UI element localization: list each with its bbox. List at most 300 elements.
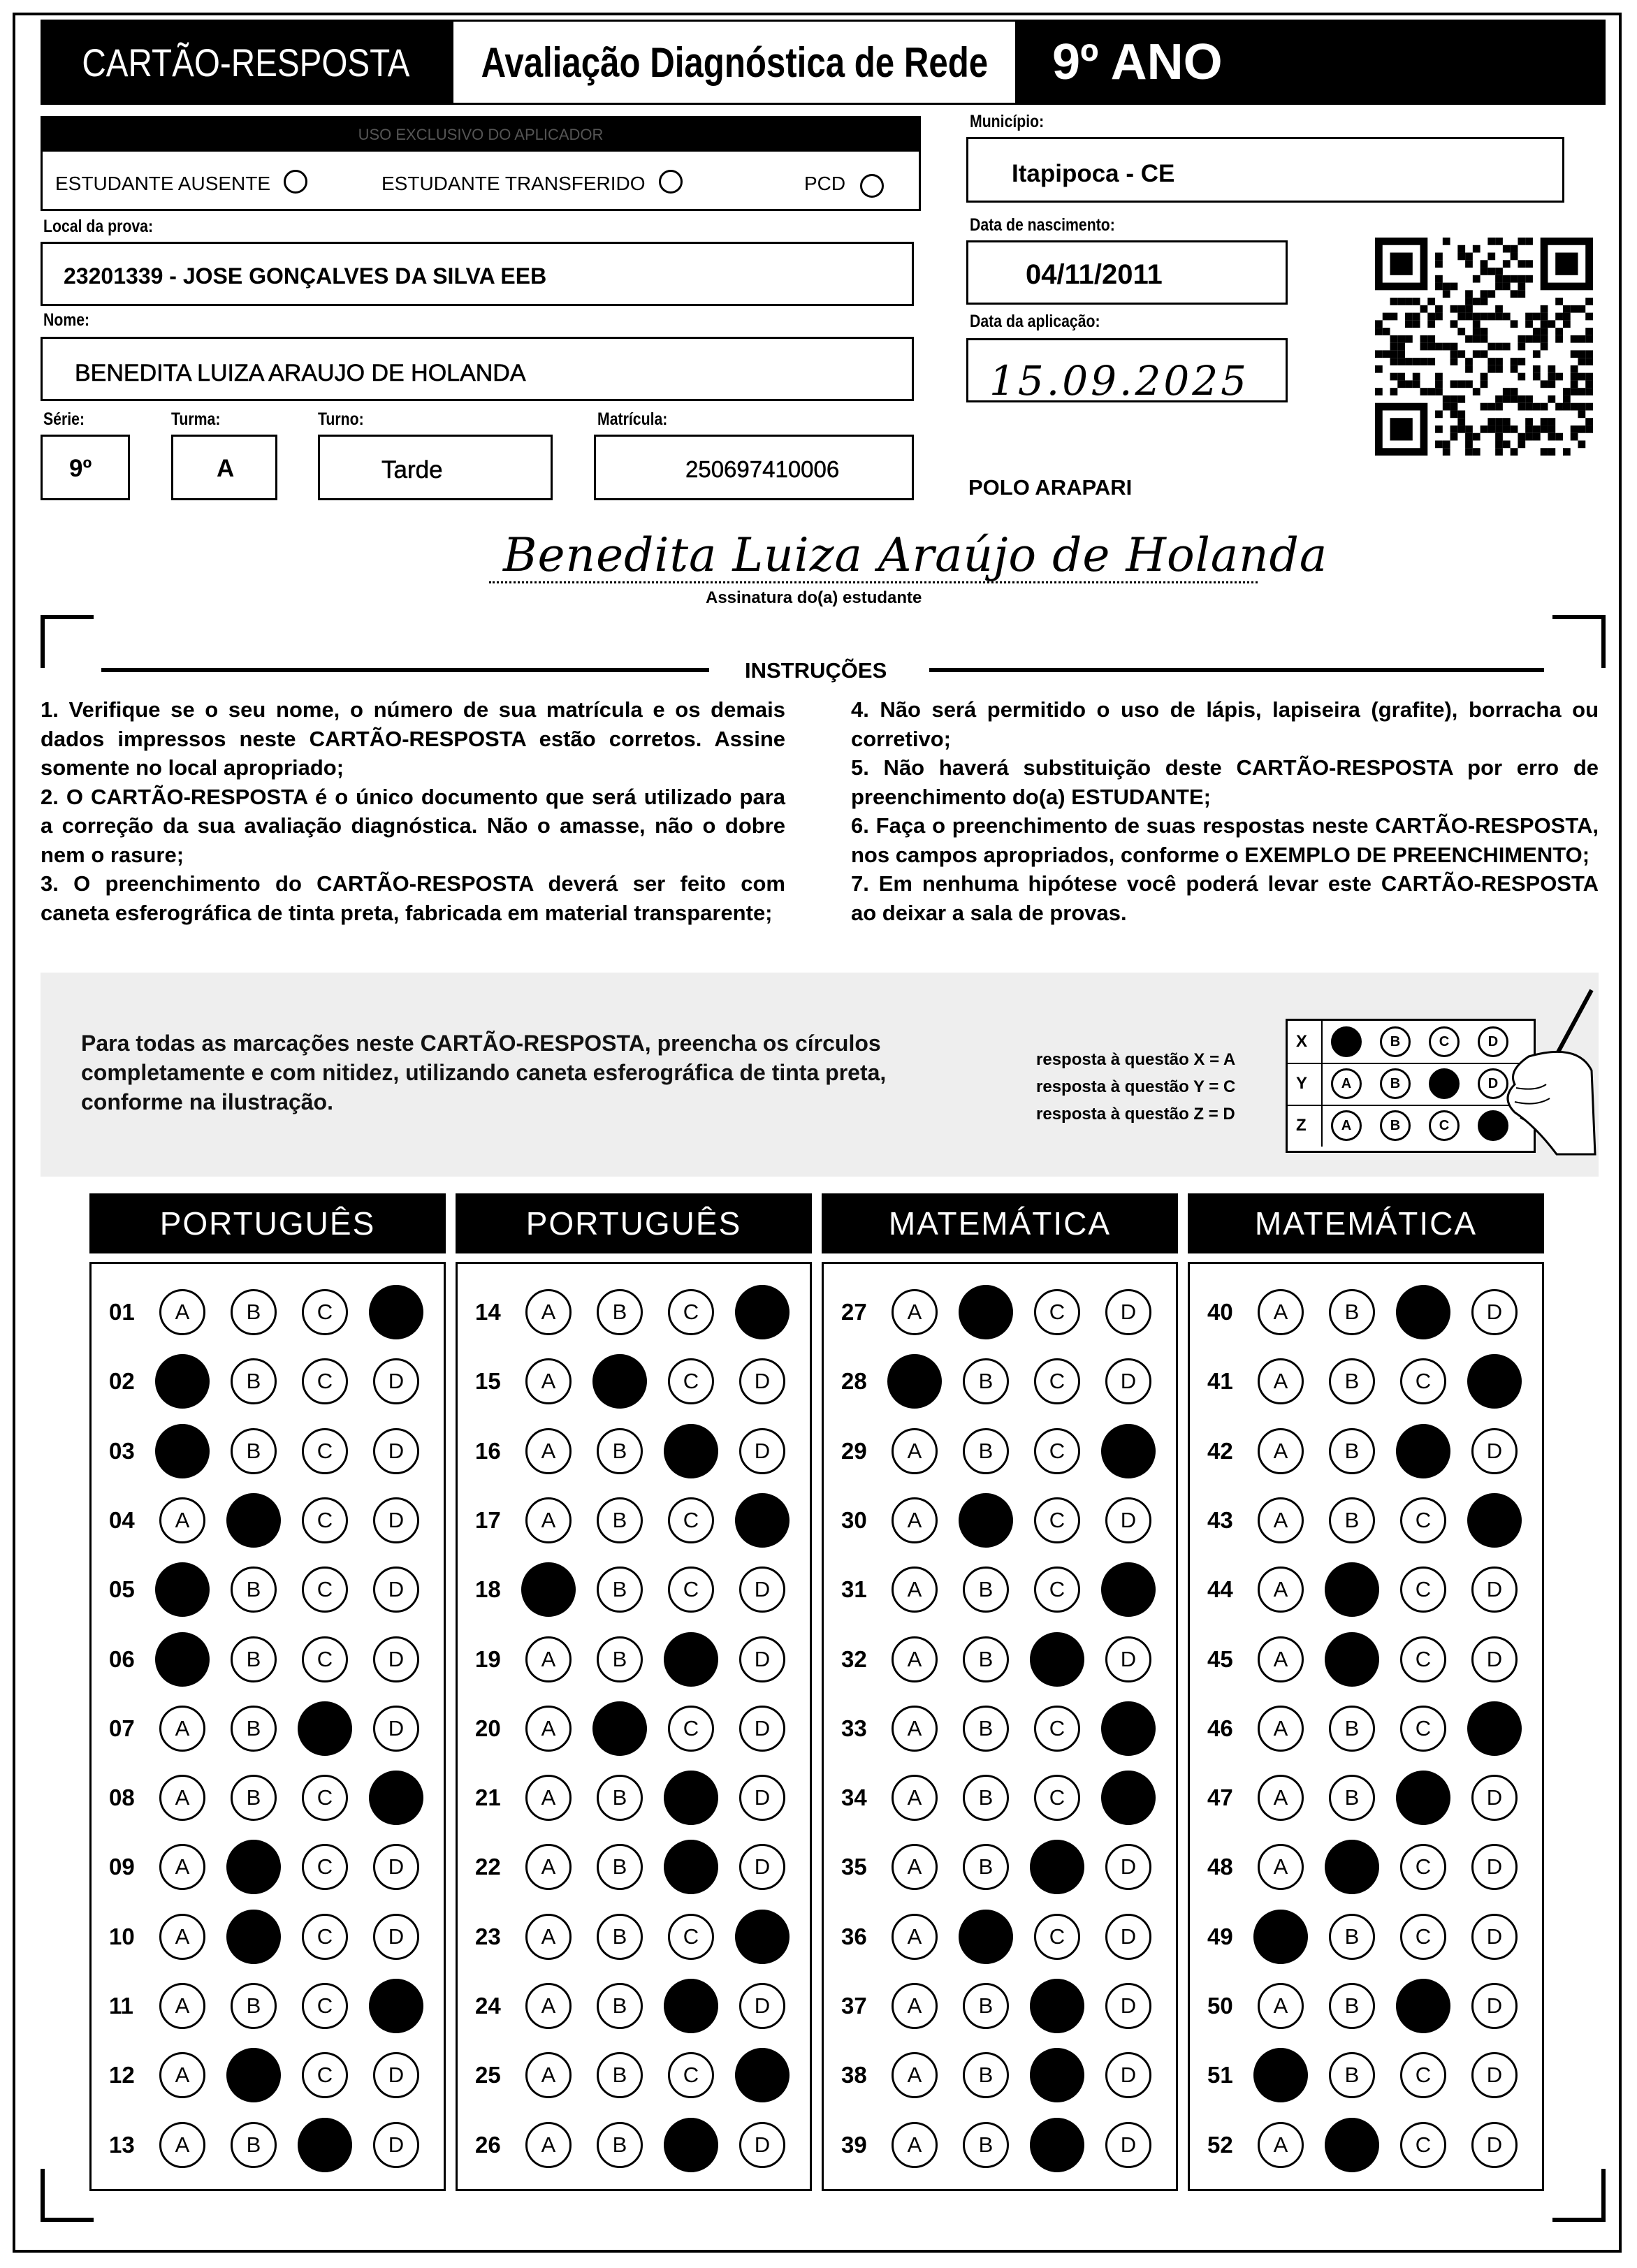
answer-bubble-c[interactable]: C — [302, 1358, 348, 1404]
example-bubble-a: A — [1331, 1068, 1362, 1099]
example-row-separator — [1321, 1063, 1323, 1105]
answer-bubble-c[interactable]: C — [1400, 1706, 1446, 1752]
answer-bubble-b[interactable] — [226, 1910, 281, 1964]
answer-bubble-a[interactable]: A — [892, 1636, 938, 1682]
answer-bubble-c[interactable] — [1030, 1979, 1084, 2033]
answer-bubble-d[interactable] — [369, 1979, 423, 2033]
answer-bubble-d[interactable] — [735, 1285, 790, 1339]
question-number: 47 — [1207, 1784, 1233, 1811]
answer-bubble-a[interactable]: A — [159, 2122, 205, 2168]
question-number: 26 — [475, 2131, 501, 2158]
answer-bubble-c[interactable]: C — [1400, 1914, 1446, 1960]
applicator-box — [41, 116, 921, 211]
answer-bubble-b[interactable]: B — [1329, 1706, 1375, 1752]
answer-bubble-b[interactable]: B — [597, 1844, 643, 1890]
answer-bubble-b[interactable]: B — [597, 1428, 643, 1474]
answer-bubble-d[interactable]: D — [1471, 1914, 1518, 1960]
section-title: MATEMÁTICA — [1254, 1205, 1478, 1242]
matricula-value: 250697410006 — [685, 456, 840, 482]
answer-bubble-d[interactable]: D — [1471, 1775, 1518, 1821]
answer-bubble-c[interactable]: C — [1034, 1497, 1080, 1543]
answer-bubble-b[interactable]: B — [597, 2122, 643, 2168]
question-number: 36 — [841, 1923, 867, 1949]
example-row-separator — [1321, 1105, 1323, 1147]
answer-bubble-c[interactable]: C — [668, 1358, 714, 1404]
answer-bubble-b[interactable]: B — [231, 1566, 277, 1613]
example-bubble-b: B — [1380, 1068, 1411, 1099]
answer-bubble-b[interactable]: B — [963, 1844, 1009, 1890]
absent-label: ESTUDANTE AUSENTE — [55, 173, 271, 194]
answer-bubble-c[interactable] — [1396, 1424, 1450, 1478]
turma-value: A — [217, 455, 235, 482]
answer-bubble-d[interactable]: D — [739, 1358, 785, 1404]
question-number: 50 — [1207, 1993, 1233, 2019]
answer-bubble-b[interactable] — [959, 1910, 1013, 1964]
answer-bubble-b[interactable]: B — [1329, 1358, 1375, 1404]
instruction-6: 6. Faça o preenchimento de suas respostas neste CARTÃO-RESPOSTA, nos campos apropriados, conforme o EXEMPLO DE PREENCHIMENTO; — [851, 813, 1599, 867]
instruction-3: 3. O preenchimento do CARTÃO-RESPOSTA deverá ser feito com caneta esferográfica de tinta preta, fabricada em material transparente; — [41, 871, 785, 925]
answer-bubble-b[interactable]: B — [597, 1289, 643, 1335]
answer-bubble-a[interactable]: A — [1258, 1497, 1304, 1543]
answer-bubble-b[interactable]: B — [597, 1983, 643, 2029]
answer-bubble-d[interactable]: D — [373, 1636, 419, 1682]
answer-bubble-b[interactable]: B — [231, 1706, 277, 1752]
answer-bubble-d[interactable]: D — [1105, 1636, 1151, 1682]
answer-bubble-b[interactable] — [1325, 1632, 1379, 1687]
answer-bubble-d[interactable]: D — [1471, 1636, 1518, 1682]
signature: Benedita Luiza Araújo de Holanda — [503, 528, 1328, 582]
answer-bubble-a[interactable]: A — [525, 1983, 572, 2029]
answer-bubble-c[interactable] — [1396, 1979, 1450, 2033]
answer-bubble-b[interactable] — [1325, 1840, 1379, 1894]
aplicacao-field — [966, 338, 1288, 405]
pen-hand-icon — [1473, 987, 1599, 1161]
example-bubble-d: D — [1478, 1068, 1508, 1099]
answer-bubble-d[interactable]: D — [1471, 1566, 1518, 1613]
answer-bubble-c[interactable]: C — [302, 1636, 348, 1682]
answer-bubble-a[interactable]: A — [892, 1289, 938, 1335]
answer-bubble-a[interactable]: A — [892, 1775, 938, 1821]
answer-bubble-b[interactable]: B — [963, 1428, 1009, 1474]
instructions-left — [41, 695, 785, 927]
answer-bubble-b[interactable]: B — [231, 1428, 277, 1474]
example-text: Para todas as marcações neste CARTÃO-RESPOSTA, preencha os círculos completamente e com nitidez, utilizando caneta esferográfica de tinta preta, conforme na ilustração. — [81, 1031, 887, 1114]
question-number: 16 — [475, 1437, 501, 1464]
section-header — [89, 1193, 446, 1253]
answer-bubble-c[interactable] — [298, 1701, 352, 1756]
answer-bubble-c[interactable]: C — [1400, 1844, 1446, 1890]
answer-bubble-b[interactable]: B — [597, 1914, 643, 1960]
eval-title-block — [451, 20, 1017, 105]
answer-bubble-d[interactable]: D — [373, 1497, 419, 1543]
answer-bubble-a[interactable]: A — [892, 1428, 938, 1474]
answer-bubble-c[interactable]: C — [668, 1289, 714, 1335]
answer-bubble-c[interactable]: C — [1400, 1566, 1446, 1613]
answer-bubble-b[interactable]: B — [963, 1358, 1009, 1404]
answer-bubble-c[interactable] — [664, 1840, 718, 1894]
grade-title-block — [1017, 20, 1606, 105]
answer-bubble-c[interactable]: C — [302, 1428, 348, 1474]
answer-bubble-d[interactable] — [1101, 1771, 1156, 1825]
answer-bubble-b[interactable]: B — [1329, 1914, 1375, 1960]
question-number: 46 — [1207, 1715, 1233, 1741]
answer-bubble-d[interactable]: D — [1471, 1289, 1518, 1335]
question-number: 38 — [841, 2062, 867, 2088]
answer-bubble-a[interactable] — [1253, 2048, 1308, 2102]
instruction-1: 1. Verifique se o seu nome, o número de sua matrícula e os demais dados impressos neste CARTÃO-RESPOSTA estão corretos. Assine somente no local apropriado; — [41, 697, 785, 780]
answer-bubble-a[interactable]: A — [525, 1358, 572, 1404]
answer-bubble-a[interactable]: A — [525, 1428, 572, 1474]
answer-bubble-b[interactable]: B — [1329, 1497, 1375, 1543]
answer-bubble-b[interactable]: B — [597, 1497, 643, 1543]
example-legend-z: resposta à questão Z = D — [1036, 1105, 1235, 1124]
answer-bubble-a[interactable]: A — [525, 1844, 572, 1890]
answer-bubble-c[interactable]: C — [302, 2052, 348, 2098]
answer-bubble-b[interactable]: B — [963, 1775, 1009, 1821]
answer-bubble-a[interactable]: A — [1258, 1983, 1304, 2029]
answer-bubble-a[interactable] — [155, 1632, 210, 1687]
question-number: 15 — [475, 1368, 501, 1395]
answer-bubble-c[interactable]: C — [1400, 2052, 1446, 2098]
answer-bubble-d[interactable] — [1101, 1562, 1156, 1617]
answer-bubble-c[interactable] — [1030, 2118, 1084, 2172]
answer-bubble-a[interactable]: A — [892, 2122, 938, 2168]
answer-bubble-a[interactable]: A — [892, 1844, 938, 1890]
answer-bubble-a[interactable] — [521, 1562, 576, 1617]
question-number: 11 — [109, 1993, 133, 2019]
answer-bubble-a[interactable]: A — [1258, 1428, 1304, 1474]
question-number: 42 — [1207, 1437, 1233, 1464]
answer-bubble-b[interactable] — [226, 1493, 281, 1548]
answer-bubble-b[interactable]: B — [597, 2052, 643, 2098]
section-header — [456, 1193, 812, 1253]
instructions-rule-right — [929, 668, 1544, 672]
answer-bubble-d[interactable]: D — [739, 1775, 785, 1821]
answer-bubble-d[interactable]: D — [373, 1566, 419, 1613]
section-title: PORTUGUÊS — [525, 1205, 742, 1242]
answer-bubble-d[interactable]: D — [1471, 1983, 1518, 2029]
signature-caption: Assinatura do(a) estudante — [706, 588, 922, 607]
answer-bubble-a[interactable]: A — [1258, 1636, 1304, 1682]
answer-bubble-d[interactable]: D — [1471, 2122, 1518, 2168]
example-bubble-c: C — [1429, 1026, 1460, 1057]
answer-bubble-a[interactable]: A — [159, 1497, 205, 1543]
answer-bubble-d[interactable] — [735, 1493, 790, 1548]
question-number: 31 — [841, 1576, 867, 1603]
answer-bubble-a[interactable]: A — [525, 1775, 572, 1821]
answer-bubble-b[interactable]: B — [963, 1983, 1009, 2029]
answer-bubble-b[interactable]: B — [231, 2122, 277, 2168]
answer-bubble-b[interactable]: B — [1329, 1289, 1375, 1335]
question-number: 08 — [109, 1784, 135, 1811]
turma-label: Turma: — [171, 409, 221, 429]
question-number: 17 — [475, 1506, 501, 1533]
question-number: 14 — [475, 1299, 501, 1325]
pcd-checkbox[interactable] — [860, 174, 884, 198]
grade-title: 9º ANO — [1052, 34, 1223, 90]
answer-bubble-d[interactable]: D — [1105, 1358, 1151, 1404]
answer-bubble-a[interactable]: A — [159, 1289, 205, 1335]
answer-bubble-c[interactable]: C — [1034, 1428, 1080, 1474]
question-number: 18 — [475, 1576, 501, 1603]
turno-label: Turno: — [318, 409, 364, 429]
answer-bubble-d[interactable] — [1467, 1701, 1522, 1756]
answer-bubble-d[interactable]: D — [373, 1844, 419, 1890]
answer-bubble-d[interactable]: D — [373, 1358, 419, 1404]
turno-field — [318, 435, 553, 500]
answer-bubble-b[interactable]: B — [963, 1566, 1009, 1613]
question-number: 19 — [475, 1645, 501, 1672]
municipio-value: Itapipoca - CE — [1012, 160, 1175, 187]
answer-bubble-d[interactable] — [1101, 1701, 1156, 1756]
answer-bubble-b[interactable] — [959, 1285, 1013, 1339]
question-number: 20 — [475, 1715, 501, 1741]
answer-bubble-a[interactable]: A — [892, 1983, 938, 2029]
question-number: 40 — [1207, 1299, 1233, 1325]
answer-bubble-c[interactable]: C — [668, 1566, 714, 1613]
answer-bubble-a[interactable]: A — [525, 2122, 572, 2168]
answer-bubble-d[interactable]: D — [739, 1844, 785, 1890]
question-number: 28 — [841, 1368, 867, 1395]
answer-bubble-d[interactable] — [1101, 1424, 1156, 1478]
answer-bubble-b[interactable] — [226, 2048, 281, 2102]
nome-value: BENEDITA LUIZA ARAUJO DE HOLANDA — [75, 360, 526, 386]
question-number: 45 — [1207, 1645, 1233, 1672]
answer-bubble-c[interactable]: C — [302, 1497, 348, 1543]
question-number: 51 — [1207, 2062, 1233, 2088]
example-legend-x: resposta à questão X = A — [1036, 1050, 1236, 1069]
card-title-block — [41, 20, 451, 105]
answer-bubble-b[interactable]: B — [1329, 1983, 1375, 2029]
answer-bubble-d[interactable]: D — [1105, 1289, 1151, 1335]
answer-bubble-a[interactable]: A — [159, 1914, 205, 1960]
answer-bubble-b[interactable]: B — [597, 1566, 643, 1613]
answer-bubble-d[interactable] — [735, 1910, 790, 1964]
answer-bubble-c[interactable]: C — [1400, 1497, 1446, 1543]
absent-checkbox[interactable] — [284, 170, 307, 194]
applicator-strip-label: USO EXCLUSIVO DO APLICADOR — [358, 126, 604, 143]
question-number: 04 — [109, 1506, 135, 1533]
answer-bubble-b[interactable]: B — [231, 1775, 277, 1821]
answer-bubble-c[interactable]: C — [668, 1497, 714, 1543]
example-row-label: Y — [1296, 1074, 1308, 1093]
answer-bubble-a[interactable]: A — [159, 1844, 205, 1890]
answer-bubble-d[interactable]: D — [739, 1566, 785, 1613]
answer-bubble-c[interactable]: C — [668, 1914, 714, 1960]
answer-bubble-a[interactable]: A — [525, 2052, 572, 2098]
question-number: 05 — [109, 1576, 135, 1603]
answer-bubble-a[interactable] — [155, 1424, 210, 1478]
question-number: 03 — [109, 1437, 135, 1464]
answer-bubble-a[interactable]: A — [1258, 2122, 1304, 2168]
instructions-rule-left — [101, 668, 709, 672]
answer-bubble-c[interactable]: C — [302, 1844, 348, 1890]
answer-bubble-d[interactable]: D — [373, 2122, 419, 2168]
corner-mark-bottom-left — [41, 2169, 94, 2222]
question-number: 49 — [1207, 1923, 1233, 1949]
serie-label: Série: — [43, 409, 85, 429]
local-value: 23201339 - JOSE GONÇALVES DA SILVA EEB — [64, 263, 547, 289]
answer-bubble-d[interactable]: D — [739, 1428, 785, 1474]
answer-bubble-c[interactable]: C — [1034, 1775, 1080, 1821]
answer-bubble-d[interactable]: D — [739, 1706, 785, 1752]
answer-bubble-c[interactable]: C — [302, 1289, 348, 1335]
answer-bubble-a[interactable]: A — [1258, 1706, 1304, 1752]
answer-bubble-d[interactable]: D — [1471, 2052, 1518, 2098]
local-label: Local da prova: — [43, 217, 154, 236]
answer-bubble-d[interactable]: D — [739, 1983, 785, 2029]
answer-bubble-b[interactable]: B — [231, 1983, 277, 2029]
answer-bubble-c[interactable] — [664, 1771, 718, 1825]
answer-bubble-b[interactable]: B — [963, 1636, 1009, 1682]
answer-bubble-d[interactable]: D — [1105, 2122, 1151, 2168]
answer-bubble-a[interactable]: A — [525, 1636, 572, 1682]
answer-bubble-c[interactable]: C — [668, 1706, 714, 1752]
answer-bubble-c[interactable]: C — [1400, 1636, 1446, 1682]
answer-bubble-c[interactable]: C — [302, 1914, 348, 1960]
answer-bubble-d[interactable]: D — [739, 1636, 785, 1682]
answer-bubble-b[interactable]: B — [963, 2052, 1009, 2098]
answer-bubble-b[interactable] — [592, 1701, 647, 1756]
answer-bubble-c[interactable] — [1396, 1771, 1450, 1825]
answer-bubble-d[interactable]: D — [1471, 1844, 1518, 1890]
answer-bubble-b[interactable]: B — [1329, 2052, 1375, 2098]
answer-bubble-d[interactable]: D — [373, 1706, 419, 1752]
answer-bubble-a[interactable]: A — [892, 1914, 938, 1960]
answer-bubble-a[interactable]: A — [525, 1706, 572, 1752]
answer-bubble-d[interactable]: D — [373, 1428, 419, 1474]
answer-bubble-a[interactable]: A — [525, 1289, 572, 1335]
answer-bubble-b[interactable]: B — [1329, 1428, 1375, 1474]
answer-bubble-c[interactable]: C — [1034, 1914, 1080, 1960]
answer-bubble-d[interactable]: D — [1105, 1914, 1151, 1960]
answer-bubble-a[interactable] — [155, 1354, 210, 1409]
answer-bubble-a[interactable]: A — [159, 1775, 205, 1821]
answer-bubble-d[interactable]: D — [373, 1914, 419, 1960]
answer-bubble-a[interactable]: A — [159, 1706, 205, 1752]
answer-bubble-b[interactable] — [1325, 2118, 1379, 2172]
answer-bubble-a[interactable]: A — [892, 1706, 938, 1752]
answer-bubble-a[interactable]: A — [1258, 1844, 1304, 1890]
question-number: 01 — [109, 1299, 135, 1325]
answer-bubble-a[interactable] — [887, 1354, 942, 1409]
answer-bubble-c[interactable] — [1396, 1285, 1450, 1339]
answer-bubble-d[interactable]: D — [1105, 1983, 1151, 2029]
answer-bubble-c[interactable]: C — [1034, 1289, 1080, 1335]
nascimento-field — [966, 240, 1288, 305]
answer-bubble-c[interactable] — [1030, 1840, 1084, 1894]
answer-bubble-a[interactable]: A — [1258, 1289, 1304, 1335]
nascimento-label: Data de nascimento: — [970, 215, 1115, 235]
instructions-right — [851, 695, 1599, 927]
answer-bubble-b[interactable]: B — [1329, 1775, 1375, 1821]
answer-bubble-c[interactable]: C — [1034, 1358, 1080, 1404]
answer-bubble-d[interactable]: D — [739, 2122, 785, 2168]
example-bubble-b: B — [1380, 1026, 1411, 1057]
transferred-checkbox[interactable] — [659, 170, 683, 194]
answer-bubble-b[interactable] — [959, 1493, 1013, 1548]
answer-bubble-c[interactable] — [1030, 1632, 1084, 1687]
answer-bubble-d[interactable] — [1467, 1493, 1522, 1548]
answer-bubble-c[interactable] — [664, 1979, 718, 2033]
question-number: 13 — [109, 2131, 135, 2158]
answer-bubble-d[interactable]: D — [1105, 1844, 1151, 1890]
answer-bubble-b[interactable] — [1325, 1562, 1379, 1617]
answer-bubble-c[interactable]: C — [668, 2052, 714, 2098]
answer-bubble-c[interactable]: C — [1400, 2122, 1446, 2168]
answer-bubble-c[interactable]: C — [302, 1775, 348, 1821]
example-legend-y: resposta à questão Y = C — [1036, 1077, 1236, 1096]
answer-bubble-d[interactable] — [1467, 1354, 1522, 1409]
question-number: 12 — [109, 2062, 135, 2088]
answer-bubble-d[interactable]: D — [1471, 1428, 1518, 1474]
answer-bubble-c[interactable] — [1030, 2048, 1084, 2102]
answer-bubble-a[interactable]: A — [1258, 1566, 1304, 1613]
nome-field — [41, 337, 914, 401]
question-number: 48 — [1207, 1854, 1233, 1880]
answer-bubble-d[interactable] — [369, 1285, 423, 1339]
aplicacao-label: Data da aplicação: — [970, 312, 1100, 331]
answer-bubble-a[interactable]: A — [892, 1497, 938, 1543]
answer-bubble-b[interactable]: B — [963, 1706, 1009, 1752]
answer-bubble-a[interactable]: A — [892, 1566, 938, 1613]
question-number: 06 — [109, 1645, 135, 1672]
answer-bubble-a[interactable]: A — [525, 1914, 572, 1960]
answer-bubble-d[interactable]: D — [373, 2052, 419, 2098]
answer-bubble-c[interactable] — [298, 2118, 352, 2172]
answer-bubble-b[interactable]: B — [963, 2122, 1009, 2168]
answer-bubble-c[interactable] — [664, 1632, 718, 1687]
answer-bubble-d[interactable] — [369, 1771, 423, 1825]
answer-bubble-b[interactable]: B — [597, 1636, 643, 1682]
answer-bubble-a[interactable]: A — [159, 2052, 205, 2098]
example-row-label: Z — [1296, 1116, 1307, 1135]
answer-bubble-c[interactable]: C — [302, 1983, 348, 2029]
answer-bubble-c[interactable]: C — [1400, 1358, 1446, 1404]
answer-bubble-a[interactable]: A — [1258, 1358, 1304, 1404]
answer-bubble-d[interactable] — [735, 2048, 790, 2102]
answer-bubble-a[interactable]: A — [525, 1497, 572, 1543]
answer-bubble-b[interactable] — [592, 1354, 647, 1409]
answer-bubble-d[interactable]: D — [1105, 2052, 1151, 2098]
answer-bubble-d[interactable]: D — [1105, 1497, 1151, 1543]
matricula-field — [594, 435, 914, 500]
answer-bubble-c[interactable]: C — [1034, 1566, 1080, 1613]
question-number: 27 — [841, 1299, 867, 1325]
municipio-label: Município: — [970, 112, 1045, 131]
answer-bubble-c[interactable] — [664, 2118, 718, 2172]
answer-bubble-b[interactable]: B — [231, 1289, 277, 1335]
answer-bubble-b[interactable]: B — [231, 1636, 277, 1682]
answer-bubble-a[interactable]: A — [159, 1983, 205, 2029]
answer-bubble-a[interactable]: A — [892, 2052, 938, 2098]
answer-bubble-a[interactable] — [155, 1562, 210, 1617]
section-header — [822, 1193, 1178, 1253]
example-bubble-d: D — [1478, 1026, 1508, 1057]
nome-label: Nome: — [43, 310, 90, 330]
answer-bubble-b[interactable] — [226, 1840, 281, 1894]
answer-bubble-c[interactable] — [664, 1424, 718, 1478]
answer-bubble-b[interactable]: B — [231, 1358, 277, 1404]
municipio-field — [966, 137, 1564, 203]
polo-label: POLO ARAPARI — [968, 475, 1133, 500]
answer-bubble-c[interactable]: C — [302, 1566, 348, 1613]
answer-bubble-c[interactable]: C — [1034, 1706, 1080, 1752]
answer-bubble-a[interactable] — [1253, 1910, 1308, 1964]
answer-bubble-b[interactable]: B — [597, 1775, 643, 1821]
question-number: 24 — [475, 1993, 501, 2019]
answer-bubble-a[interactable]: A — [1258, 1775, 1304, 1821]
